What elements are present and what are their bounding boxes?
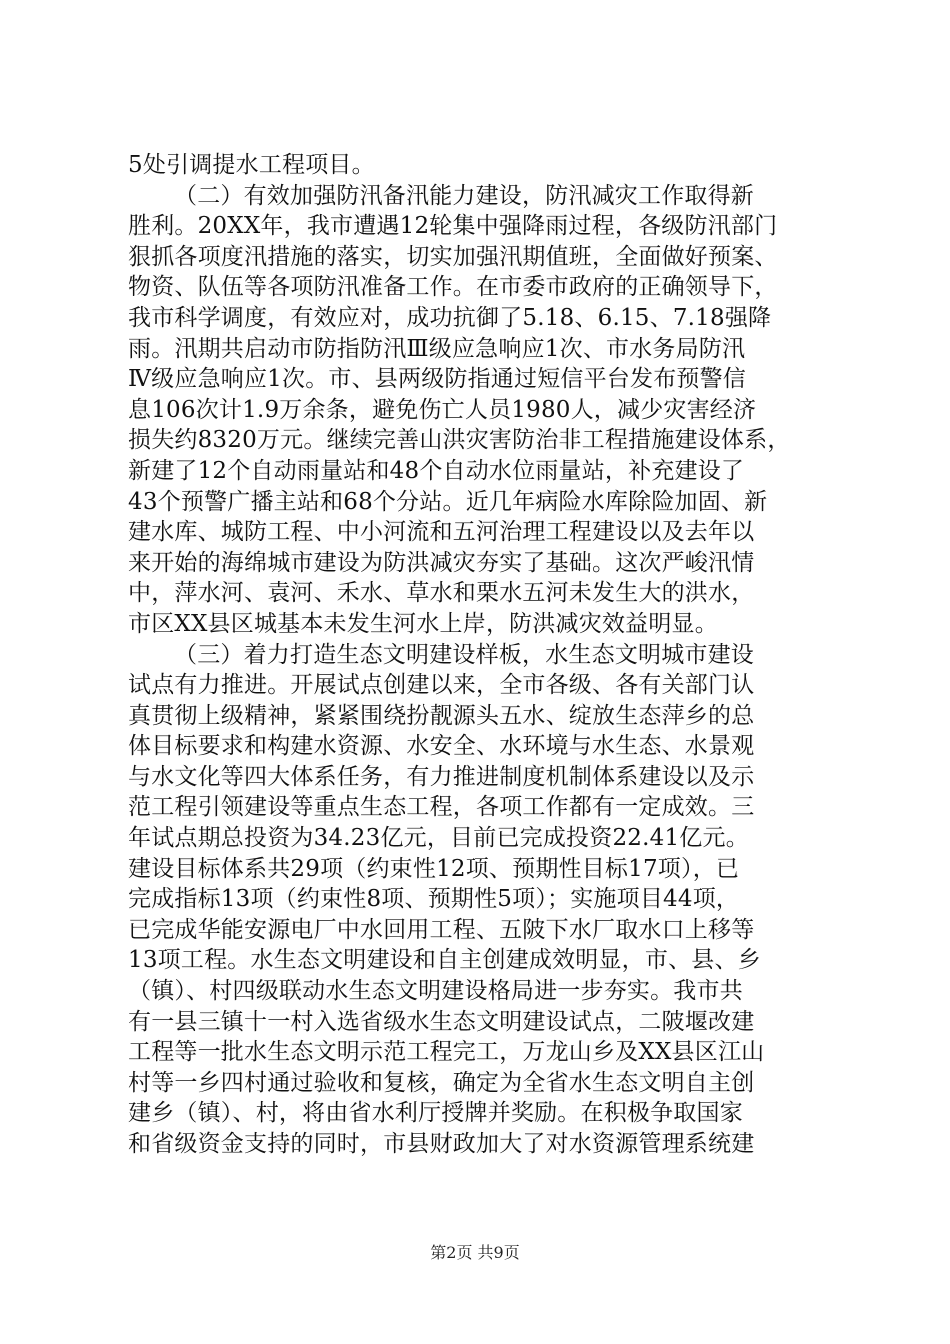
text-line: 物资、队伍等各项防汛准备工作。在市委市政府的正确领导下， — [128, 274, 778, 301]
text-line: 村等一乡四村通过验收和复核，确定为全省水生态文明自主创 — [128, 1069, 755, 1096]
page-footer — [0, 1243, 950, 1263]
text-line: 胜利。20XX年，我市遭遇12轮集中强降雨过程，各级防汛部门 — [128, 213, 778, 240]
text-line: 完成指标13项（约束性8项、预期性5项）；实施项目44项， — [128, 886, 740, 913]
text-line: 建设目标体系共29项（约束性12项、预期性目标17项），已 — [128, 855, 740, 882]
text-line: 体目标要求和构建水资源、水安全、水环境与水生态、水景观 — [128, 733, 755, 760]
text-line: 范工程引领建设等重点生态工程，各项工作都有一定成效。三 — [128, 794, 755, 821]
text-line: 13项工程。水生态文明建设和自主创建成效明显，市、县、乡 — [128, 947, 761, 974]
text-line: 雨。汛期共启动市防指防汛Ⅲ级应急响应1次、市水务局防汛 — [128, 335, 746, 362]
text-line: 5处引调提水工程项目。 — [128, 152, 375, 178]
page-number-label: 第2页 共9页 — [430, 1243, 520, 1262]
text-line: 中，萍水河、袁河、禾水、草水和栗水五河未发生大的洪水， — [128, 580, 755, 607]
text-line: （三）着力打造生态文明建设样板，水生态文明城市建设 — [174, 641, 754, 668]
text-line: 我市科学调度，有效应对，成功抗御了5.18、6.15、7.18强降 — [128, 304, 772, 331]
text-line: 工程等一批水生态文明示范工程完工，万龙山乡及XX县区江山 — [128, 1039, 765, 1066]
document-body — [128, 150, 828, 1160]
text-line: 建水库、城防工程、中小河流和五河治理工程建设以及去年以 — [128, 519, 755, 546]
text-line: 市区XX县区城基本未发生河水上岸，防洪减灾效益明显。 — [128, 610, 718, 637]
text-line: （镇）、村四级联动水生态文明建设格局进一步夯实。我市共 — [128, 978, 743, 1005]
text-line: 与水文化等四大体系任务，有力推进制度机制体系建设以及示 — [128, 763, 755, 790]
text-line: 真贯彻上级精神，紧紧围绕扮靓源头五水、绽放生态萍乡的总 — [128, 702, 755, 729]
text-line: Ⅳ级应急响应1次。市、县两级防指通过短信平台发布预警信 — [128, 366, 747, 393]
text-line: 43个预警广播主站和68个分站。近几年病险水库除险加固、新 — [128, 488, 768, 515]
text-line: （二）有效加强防汛备汛能力建设，防汛减灾工作取得新 — [174, 182, 754, 209]
text-line: 和省级资金支持的同时，市县财政加大了对水资源管理系统建 — [128, 1131, 755, 1157]
text-line: 建乡（镇）、村，将由省水利厅授牌并奖励。在积极争取国家 — [128, 1100, 743, 1127]
text-line: 来开始的海绵城市建设为防洪减灾夯实了基础。这次严峻汛情 — [128, 549, 755, 576]
text-line: 新建了12个自动雨量站和48个自动水位雨量站，补充建设了 — [128, 457, 745, 484]
text-line: 试点有力推进。开展试点创建以来，全市各级、各有关部门认 — [128, 672, 755, 699]
text-line: 损失约8320万元。继续完善山洪灾害防治非工程措施建设体系， — [128, 427, 791, 454]
text-line: 狠抓各项度汛措施的落实，切实加强汛期值班，全面做好预案、 — [128, 243, 778, 270]
text-line: 有一县三镇十一村入选省级水生态文明建设试点，二陂堰改建 — [128, 1008, 755, 1035]
text-line: 息106次计1.9万余条，避免伤亡人员1980人，减少灾害经济 — [128, 396, 757, 423]
text-line: 已完成华能安源电厂中水回用工程、五陂下水厂取水口上移等 — [128, 916, 755, 943]
text-line: 年试点期总投资为34.23亿元，目前已完成投资22.41亿元。 — [128, 825, 749, 852]
